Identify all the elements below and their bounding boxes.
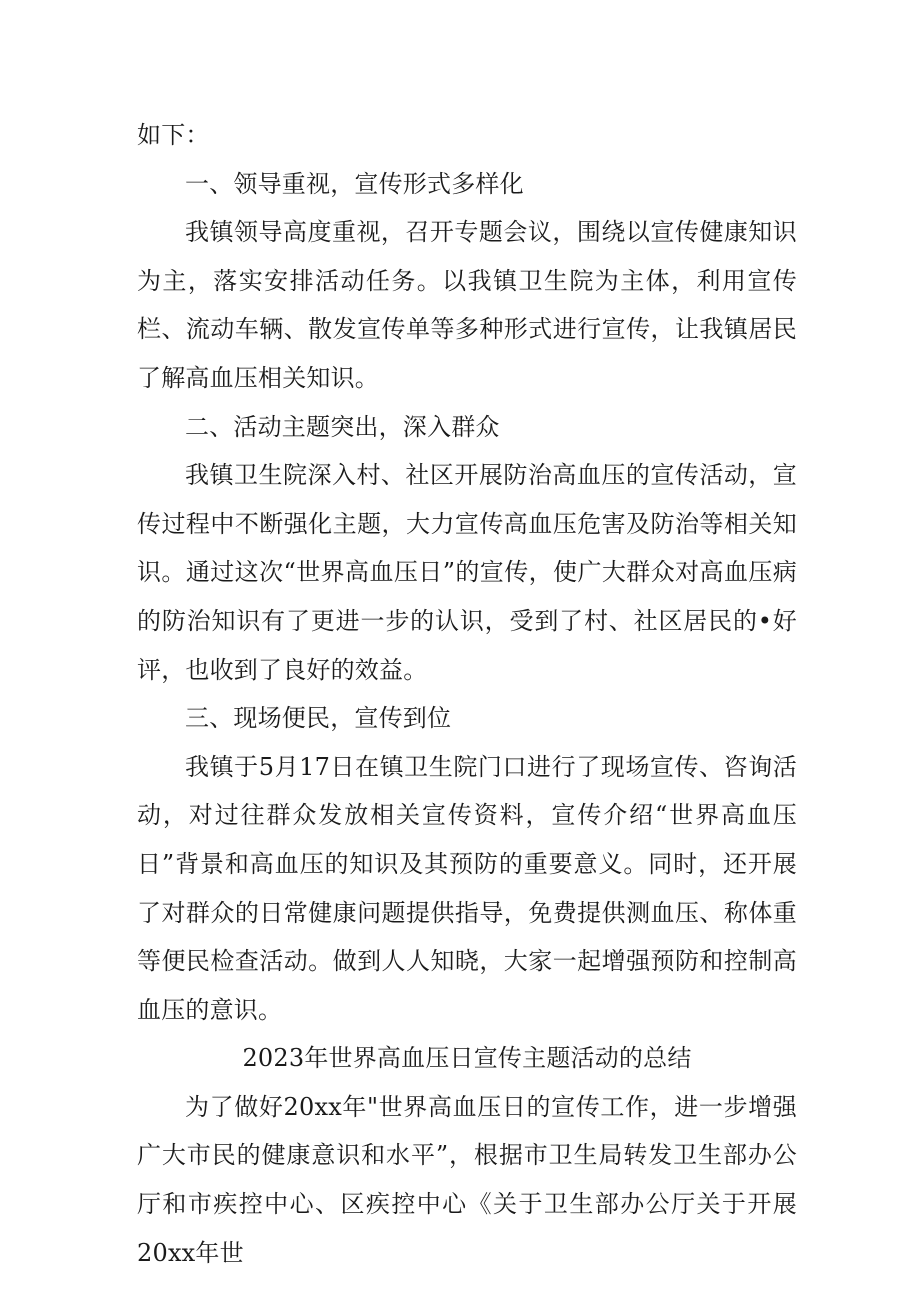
paragraph-3: 我镇于5月17日在镇卫生院门口进行了现场宣传、咨询活动，对过往群众发放相关宣传资料，宣传介绍“世界高血压日”背景和高血压的知识及其预防的重要意义。同时，还开展了对群众的日常健康问题提供指导，免费提供测血压、称体重等便民检查活动。做到人人知晓，大家一起增强预防和控制高血压的意识。 xyxy=(137,752,797,1024)
paragraph-4: 为了做好20xx年"世界高血压日的宣传工作，进一步增强广大市民的健康意识和水平”，根据市卫生局转发卫生部办公厅和市疾控中心、区疾控中心《关于卫生部办公厅关于开展20xx年世 xyxy=(137,1092,797,1267)
section-heading-3: 三、现场便民，宣传到位 xyxy=(185,704,452,733)
section-heading-2: 二、活动主题突出，深入群众 xyxy=(185,412,500,441)
section-heading-1: 一、领导重视，宣传形式多样化 xyxy=(185,169,524,198)
document-title: 2023年世界高血压日宣传主题活动的总结 xyxy=(242,1044,692,1073)
paragraph-2: 我镇卫生院深入村、社区开展防治高血压的宣传活动，宣传过程中不断强化主题，大力宣传高血压危害及防治等相关知识。通过这次“世界高血压日”的宣传，使广大群众对高血压病的防治知识有了更进一步的认识，受到了村、社区居民的•好评，也收到了良好的效益。 xyxy=(137,461,797,684)
intro-line: 如下： xyxy=(137,121,210,149)
paragraph-1: 我镇领导高度重视，召开专题会议，围绕以宣传健康知识为主，落实安排活动任务。以我镇卫生院为主体，利用宣传栏、流动车辆、散发宣传单等多种形式进行宣传，让我镇居民了解高血压相关知识。 xyxy=(137,218,797,392)
document-body xyxy=(137,111,797,1277)
